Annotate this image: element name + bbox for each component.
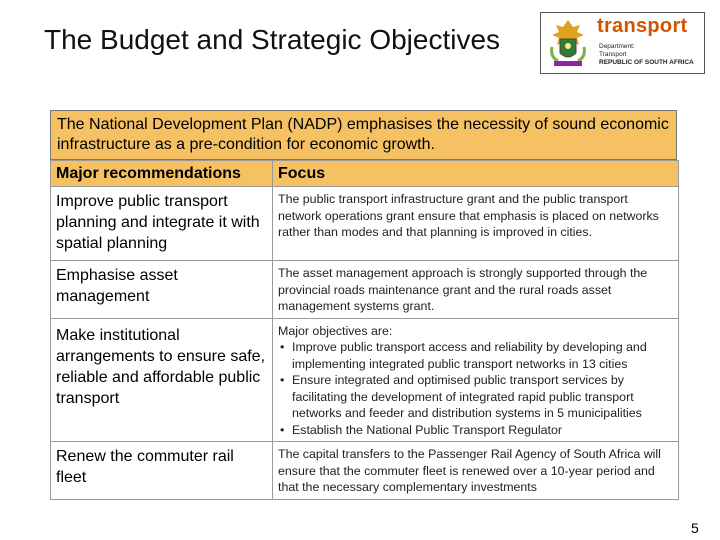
page-title: The Budget and Strategic Objectives: [44, 24, 501, 55]
focus-cell: [273, 318, 679, 442]
recommendations-table: [50, 160, 679, 500]
table-row: [51, 187, 679, 261]
logo-line: Department:: [599, 43, 635, 50]
recommendation-cell: Improve public transport planning and integrate it with spatial planning: [51, 187, 273, 261]
focus-cell: The asset management approach is strongly supported through the provincial roads maintenance grant and the rural roads asset management systems grant.: [273, 261, 679, 319]
header-recommendations: Major recommendations: [51, 161, 273, 187]
focus-cell: The capital transfers to the Passenger Rail Agency of South Africa will ensure that the commuter fleet is renewed over a 10-year period and that the necessary complementary investments: [273, 442, 679, 500]
page-number: 5: [691, 520, 699, 536]
intro-banner: The National Development Plan (NADP) emphasises the necessity of sound economic infrastructure as a pre-condition for economic growth.: [50, 110, 677, 160]
list-item: • Improve public transport access and reliability by developing and implementing integrated public transport networks in 13 cities: [292, 339, 673, 372]
logo-line: Transport: [599, 51, 627, 58]
logo-line: REPUBLIC OF SOUTH AFRICA: [599, 59, 694, 66]
list-item: • Establish the National Public Transport Regulator: [292, 422, 673, 439]
table-row: [51, 261, 679, 319]
objectives-list: [278, 339, 673, 438]
focus-intro: Major objectives are:: [278, 323, 393, 338]
recommendation-cell: Renew the commuter rail fleet: [51, 442, 273, 500]
table-header-row: [51, 161, 679, 187]
focus-cell: The public transport infrastructure grant and the public transport network operations grant ensure that emphasis is placed on networks rather than modes and that planning is improved in cities.: [273, 187, 679, 261]
department-logo: [540, 12, 705, 74]
recommendation-cell: Make institutional arrangements to ensure safe, reliable and affordable public transport: [51, 318, 273, 442]
logo-wordmark: transport: [597, 15, 688, 37]
logo-subtitle: [599, 43, 694, 67]
table-row: [51, 318, 679, 442]
header-focus: Focus: [273, 161, 679, 187]
recommendation-cell: Emphasise asset management: [51, 261, 273, 319]
table-row: [51, 442, 679, 500]
list-item: • Ensure integrated and optimised public transport services by facilitating the development of integrated rapid public transport networks and feeder and distribution systems in 5 municipalities: [292, 372, 673, 422]
coat-of-arms-icon: [546, 17, 591, 69]
